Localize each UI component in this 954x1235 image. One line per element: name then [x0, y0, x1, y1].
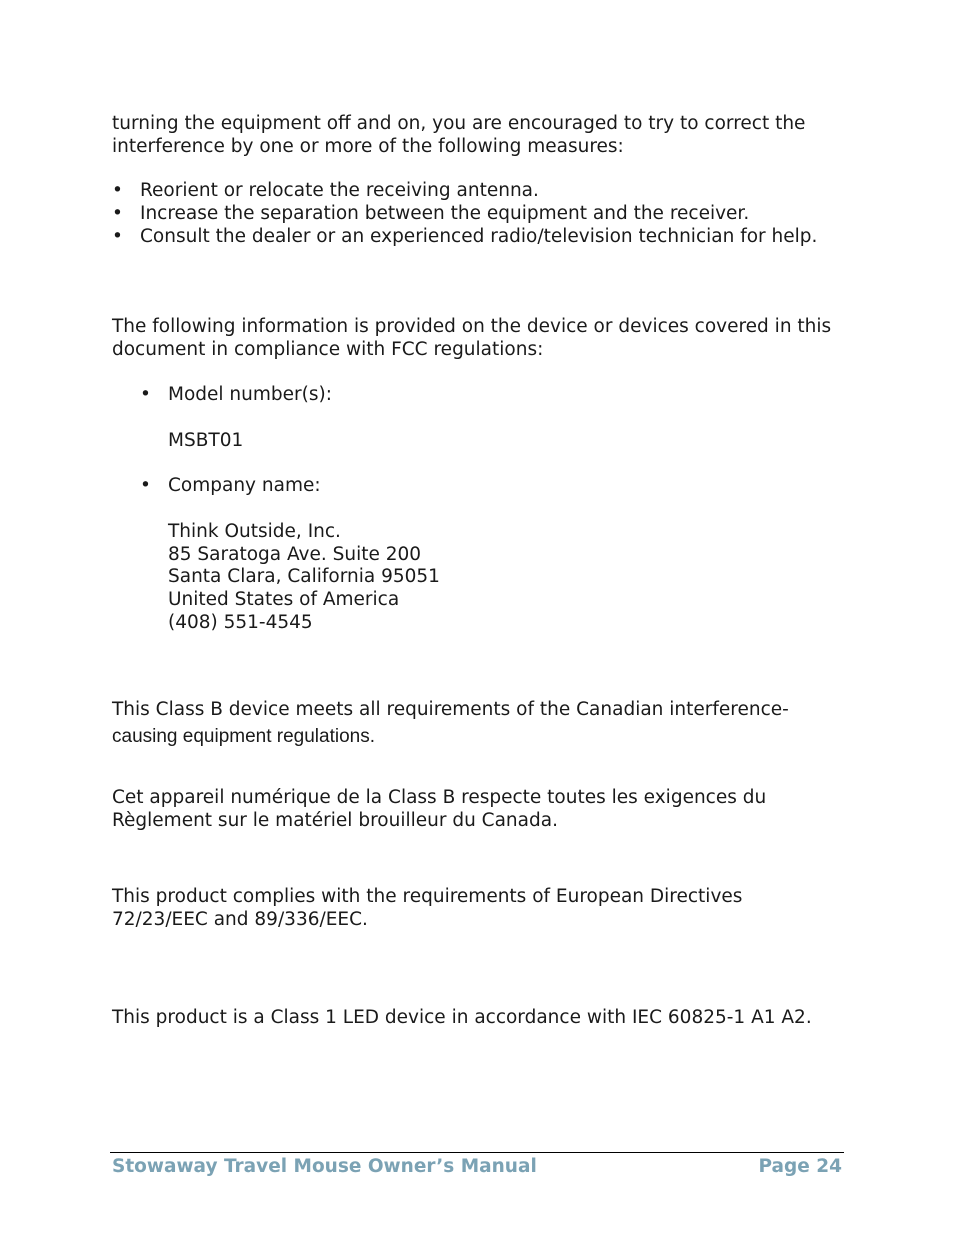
eu-line-1: This product complies with the requirements of European Directives: [112, 886, 743, 907]
list-item: • Reorient or relocate the receiving antenna.: [112, 180, 847, 203]
fcc-line-2: document in compliance with FCC regulations:: [112, 338, 544, 360]
footer-divider: [110, 1152, 844, 1153]
bullet-icon: •: [140, 475, 151, 496]
company-address: [112, 521, 847, 635]
led-paragraph: [112, 1007, 847, 1030]
eu-line-2: 72/23/EEC and 89/336/EEC.: [112, 908, 368, 930]
intro-line-1: turning the equipment off and on, you are encouraged to try to correct the: [112, 113, 806, 134]
company-line: 85 Saratoga Ave. Suite 200: [168, 543, 422, 565]
page-footer: [112, 1156, 842, 1179]
fcc-line-1: The following information is provided on the device or devices covered in this: [112, 316, 832, 337]
canada-en-line-1: This Class B device meets all requirements of the Canadian interference-: [112, 699, 789, 720]
company-list: [112, 475, 847, 498]
model-value: MSBT01: [168, 429, 244, 451]
company-label: Company name:: [168, 475, 321, 496]
company-line: Santa Clara, California 95051: [168, 566, 440, 588]
list-item: [112, 384, 847, 407]
page-number: Page 24: [758, 1156, 842, 1177]
model-number-block: [112, 384, 847, 453]
list-item: • Increase the separation between the equipment and the receiver.: [112, 203, 847, 226]
canada-fr-paragraph: [112, 787, 847, 833]
measures-list-block: [112, 180, 847, 248]
intro-paragraph: [112, 113, 847, 159]
led-line-1: This product is a Class 1 LED device in accordance with IEC 60825-1 A1 A2.: [112, 1007, 812, 1028]
company-line: Think Outside, Inc.: [168, 520, 341, 542]
company-line: (408) 551-4545: [168, 611, 313, 633]
bullet-icon: •: [140, 384, 151, 405]
company-block: [112, 475, 847, 635]
canada-en-paragraph: [112, 699, 847, 749]
canada-fr-line-1: Cet appareil numérique de la Class B respecte toutes les exigences du: [112, 787, 767, 808]
footer-title: Stowaway Travel Mouse Owner’s Manual: [112, 1156, 537, 1177]
canada-en-line-2: causing equipment regulations.: [112, 725, 376, 747]
eu-paragraph: [112, 886, 847, 932]
model-list: [112, 384, 847, 407]
model-label: Model number(s):: [168, 384, 332, 405]
company-line: United States of America: [168, 589, 400, 611]
canada-fr-line-2: Règlement sur le matériel brouilleur du Canada.: [112, 809, 558, 831]
measures-list: [112, 180, 847, 248]
list-item: • Consult the dealer or an experienced radio/television technician for help.: [112, 226, 847, 249]
fcc-paragraph: [112, 316, 847, 362]
intro-line-2: interference by one or more of the following measures:: [112, 135, 624, 157]
list-item: [112, 475, 847, 498]
